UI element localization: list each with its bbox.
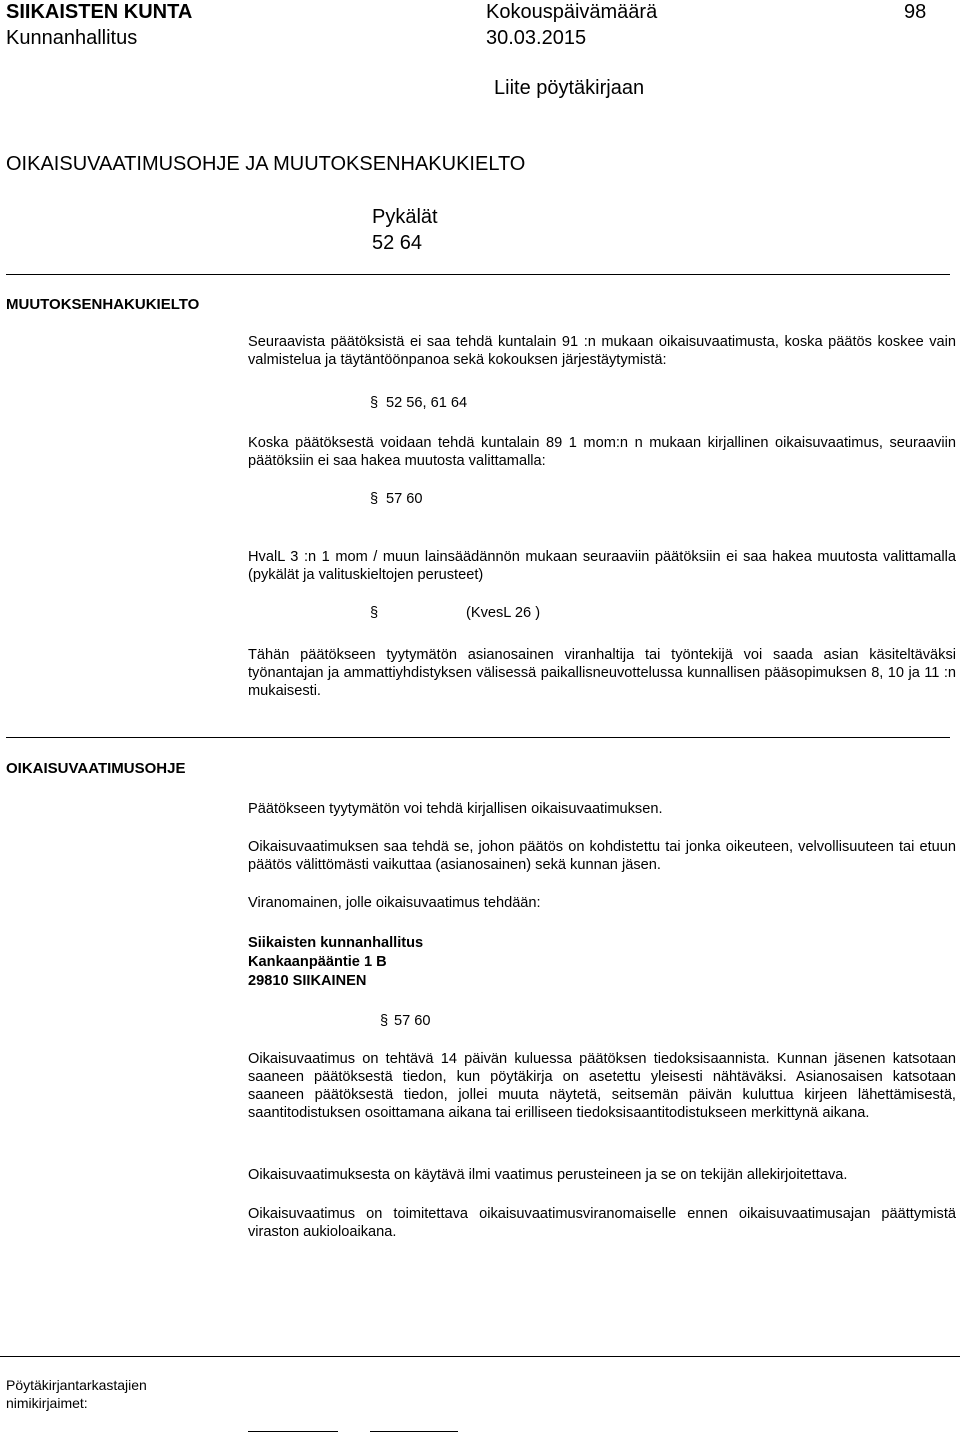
initials-line-2[interactable] (370, 1431, 458, 1432)
separator-middle (6, 737, 950, 738)
document-title: OIKAISUVAATIMUSOHJE JA MUUTOKSENHAKUKIELTO (6, 153, 526, 175)
appeal-instructions-sections: 57 60 (394, 1013, 431, 1029)
appeal-ban-para-2: Koska päätöksestä voidaan tehdä kuntalain 89 1 mom:n n mukaan kirjallinen oikaisuvaatimus, seuraaviin päätöksiin ei saa hakea muutosta valittamalla: (248, 435, 956, 469)
footer-label-line-2: nimikirjaimet: (6, 1395, 88, 1411)
footer-label-line-1: Pöytäkirjantarkastajien (6, 1377, 147, 1393)
appeal-instructions-para-5: Oikaisuvaatimuksesta on käytävä ilmi vaatimus perusteineen ja se on tekijän allekirjoitettava. (248, 1167, 848, 1183)
section-sign-icon: § (370, 395, 379, 411)
appeal-ban-para-4: Tähän päätökseen tyytymätön asianosainen viranhaltija tai työntekijä voi saada asian käsiteltäväksi työnantajan ja ammattiyhdistyksen välisessä paikallisneuvottelussa kunnallisen pääsopimuksen 8, 10 ja 11 :n mukaisesti. (248, 647, 956, 699)
authority-street: Kankaanpääntie 1 B (248, 954, 387, 970)
page-number: 98 (904, 1, 927, 23)
appeal-instructions-para-4: Oikaisuvaatimus on tehtävä 14 päivän kuluessa päätöksen tiedoksisaannista. Kunnan jäsenen katsotaan saaneen päätöksestä tiedon, kun pöytäkirja on asetettu yleisesti nähtäväksi. Asianosaisen katsotaan saaneen päätöksestä tiedon, jollei muuta näytetä, seitsemän päivän kuluttua kirjeen lähettämisestä, saantitodistuksen osoittamana aikana tai erilliseen tiedoksisaantitodistukseen merkittynä aikana. (248, 1051, 956, 1121)
section-sign-icon: § (380, 1013, 389, 1029)
municipality-name: SIIKAISTEN KUNTA (6, 1, 193, 23)
sections-label: Pykälät (372, 206, 438, 228)
sections-range: 52 64 (372, 232, 423, 254)
authority-postal: 29810 SIIKAINEN (248, 973, 367, 989)
section-sign-icon: § (370, 491, 379, 507)
appeal-instructions-para-6: Oikaisuvaatimus on toimitettava oikaisuvaatimusviranomaiselle ennen oikaisuvaatimusajan päättymistä viraston aukioloaikana. (248, 1206, 956, 1240)
appeal-ban-intro: Seuraavista päätöksistä ei saa tehdä kuntalain 91 :n mukaan oikaisuvaatimusta, koska päätös koskee vain valmistelua ja täytäntöönpanoa sekä kokouksen järjestäytymistä: (248, 334, 956, 368)
initials-line-1[interactable] (248, 1431, 338, 1432)
appeal-instructions-para-1: Päätökseen tyytymätön voi tehdä kirjallisen oikaisuvaatimuksen. (248, 801, 663, 817)
appeal-ban-kvesl: (KvesL 26 ) (466, 605, 541, 621)
appeal-ban-sections-2: 57 60 (386, 491, 423, 507)
separator-footer (0, 1356, 960, 1357)
appeal-ban-heading: MUUTOKSENHAKUKIELTO (6, 296, 200, 313)
separator-top (6, 274, 950, 275)
meeting-date-label: Kokouspäivämäärä (486, 1, 658, 23)
authority-name: Siikaisten kunnanhallitus (248, 935, 424, 951)
meeting-date: 30.03.2015 (486, 27, 587, 49)
appeal-instructions-para-2: Oikaisuvaatimuksen saa tehdä se, johon päätös on kohdistettu tai jonka oikeuteen, velvollisuuteen tai etuun päätös välittömästi vaikuttaa (asianosainen) sekä kunnan jäsen. (248, 839, 956, 873)
appeal-ban-para-3: HvalL 3 :n 1 mom / muun lainsäädännön mukaan seuraaviin päätöksiin ei saa hakea muutosta valittamalla (pykälät ja valituskieltojen perusteet) (248, 549, 956, 583)
section-sign-icon: § (370, 605, 379, 621)
appeal-instructions-heading: OIKAISUVAATIMUSOHJE (6, 760, 186, 777)
attachment-label: Liite pöytäkirjaan (494, 77, 645, 99)
governing-body: Kunnanhallitus (6, 27, 138, 49)
appeal-instructions-para-3: Viranomainen, jolle oikaisuvaatimus tehdään: (248, 895, 541, 911)
appeal-ban-sections-1: 52 56, 61 64 (386, 395, 468, 411)
